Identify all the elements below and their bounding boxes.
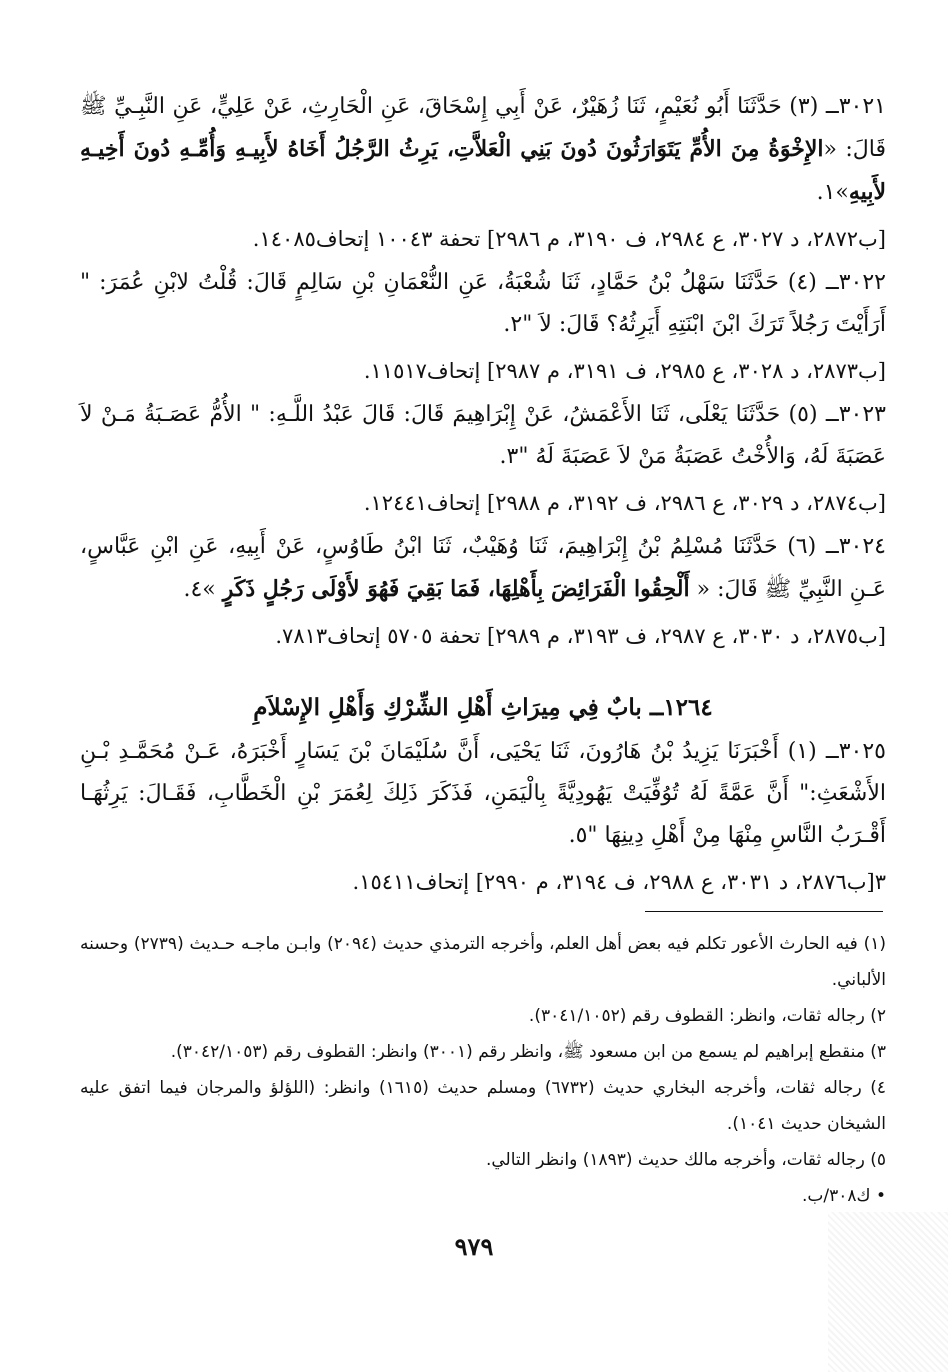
hadith-refs: [ب٢٨٧٢، د ٣٠٢٧، ع ٢٩٨٤، ف ٣١٩٠، م ٢٩٨٦] تحفة ١٠٠٤٣ إتحاف١٤٠٨٥. (252, 227, 886, 251)
hadith-text: ٣٠٢٢ــ (٤) حَدَّثَنَا سَهْلُ بْنُ حَمَّادٍ، ثَنَا شُعْبَةُ، عَنِ النُّعْمَانِ بْنِ سَالِمٍ قَالَ: قُلْتُ لابْنِ عُمَرَ: " أَرَأَيْتَ رَجُلاً تَرَكَ ابْنَ ابْنَتِهِ أَيَرِثُهُ؟ قَالَ: لاَ "٢. (80, 270, 886, 337)
chapter-heading: ١٢٦٤ــ بابٌ فِي مِيرَاثِ أَهْلِ الشِّرْكِ وَأَهْلِ الإِسْلاَمِ (253, 694, 713, 721)
hadith-refs: [ب٢٨٧٥، د ٣٠٣٠، ع ٢٩٨٧، ف ٣١٩٣، م ٢٩٨٩] تحفة ٥٧٠٥ إتحاف٧٨١٣. (275, 624, 886, 648)
hadith-3023 (80, 394, 886, 478)
hadith-tail: »١. (816, 180, 849, 205)
hadith-matn-bold: أَلْحِقُوا الْفَرَائِضَ بِأَهْلِهَا، فَمَا بَقِيَ فَهُوَ لأَوْلَى رَجُلٍ ذَكَرٍ (222, 576, 690, 602)
page-number: ٩٧٩ (454, 1232, 494, 1261)
footnotes (80, 926, 886, 1214)
hadith-3025 (80, 731, 886, 857)
footnote-divider (645, 911, 883, 912)
footnote-3: ٣) منقطع إبراهيم لم يسمع من ابن مسعود ﷺ، وانظر رقم (٣٠٠١) وانظر: القطوف رقم (٣٠٤٢/١٠٥٣). (170, 1042, 886, 1062)
footnote-2: ٢) رجاله ثقات، وانظر: القطوف رقم (٣٠٤١/١٠٥٢). (528, 1006, 886, 1026)
hadith-tail: »٤. (183, 577, 223, 602)
hadith-3022 (80, 262, 886, 346)
hadith-matn-bold: الإِخْوَةُ مِنَ الأُمِّ يَتَوَارَثُونَ دُونَ بَنِي الْعَلاَّتِ، يَرِثُ الرَّجُلُ أَخَاهُ لأَبِيـهِ وَأُمِّـهِ دُونَ أَخِيـهِ لأَبِيهِ (80, 136, 886, 205)
hadith-refs: [ب٢٨٧٣، د ٣٠٢٨، ع ٢٩٨٥، ف ٣١٩١، م ٢٩٨٧] إتحاف١١٥١٧. (363, 359, 886, 383)
hadith-text: ٣٠٢١ــ (٣) حَدَّثَنَا أَبُو نُعَيْمٍ، ثَنَا زُهَيْرٌ، عَنْ أَبِي إِسْحَاقَ، عَنِ الْحَارِثِ، عَنْ عَلِيٍّ، عَنِ النَّبِـيِّ ﷺ قَالَ: « (80, 94, 886, 162)
hadith-3024 (80, 526, 886, 611)
footnote-5: ٥) رجاله ثقات، وأخرجه مالك حديث (١٨٩٣) وانظر التالي. (485, 1150, 886, 1170)
footnote-1: (١) فيه الحارث الأعور تكلم فيه بعض أهل العلم، وأخرجه الترمذي حديث (٢٠٩٤) وابـن ماجـه حـديث (٢٧٣٩) وحسنه الألباني. (80, 934, 886, 990)
hadith-text: ٣٠٢٣ــ (٥) حَدَّثَنَا يَعْلَى، ثَنَا الأَعْمَشُ، عَنْ إِبْرَاهِيمَ قَالَ: قَالَ عَبْدُ اللَّـهِ: " الأُمُّ عَصَـبَةُ مَـنْ لاَ عَصَبَةَ لَهُ، وَالأُخْتُ عَصَبَةُ مَنْ لاَ عَصَبَةَ لَهُ "٣. (80, 402, 886, 469)
hadith-text: ٣٠٢٤ــ (٦) حَدَّثَنَا مُسْلِمُ بْنُ إِبْرَاهِيمَ، ثَنَا وُهَيْبٌ، ثَنَا ابْنُ طَاوُسٍ، عَنْ أَبِيهِ، عَنِ ابْنِ عَبَّاسٍ، عَـنِ النَّبِيِّ ﷺ قَالَ: « (80, 534, 886, 602)
hadith-refs: ٣[ب٢٨٧٦، د ٣٠٣١، ع ٢٩٨٨، ف ٣١٩٤، م ٢٩٩٠] إتحاف١٥٤١١. (352, 870, 886, 894)
manuscript-marker: • ك٣٠٨/ب. (802, 1186, 886, 1206)
hadith-refs: [ب٢٨٧٤، د ٣٠٢٩، ع ٢٩٨٦، ف ٣١٩٢، م ٢٩٨٨] إتحاف١٢٤٤١. (363, 491, 886, 515)
footnote-4: ٤) رجاله ثقات، وأخرجه البخاري حديث (٦٧٣٢) ومسلم حديث (١٦١٥) وانظر: (اللؤلؤ والمرجان فيما اتفق عليه الشيخان حديث ١٠٤١). (80, 1078, 886, 1134)
hadith-3021 (80, 86, 886, 214)
main-text (80, 86, 886, 905)
hadith-text: ٣٠٢٥ــ (١) أَخْبَرَنَا يَزِيدُ بْنُ هَارُونَ، ثَنَا يَحْيَى، أَنَّ سُلَيْمَانَ بْنَ يَسَارٍ أَخْبَرَهُ، عَـنْ مُحَمَّـدِ بْـنِ الأَشْعَثِ:" أَنَّ عَمَّةً لَهُ تُوُفِّيَتْ يَهُودِيَّةً بِالْيَمَنِ، فَذَكَرَ ذَلِكَ لِعُمَرَ بْنِ الْخَطَّابِ، فَقَـالَ: يَرِثُهَـا أَقْـرَبُ النَّاسِ مِنْهَا مِنْ أَهْلِ دِينِهَا "٥. (80, 739, 886, 848)
scan-noise (828, 1212, 948, 1372)
